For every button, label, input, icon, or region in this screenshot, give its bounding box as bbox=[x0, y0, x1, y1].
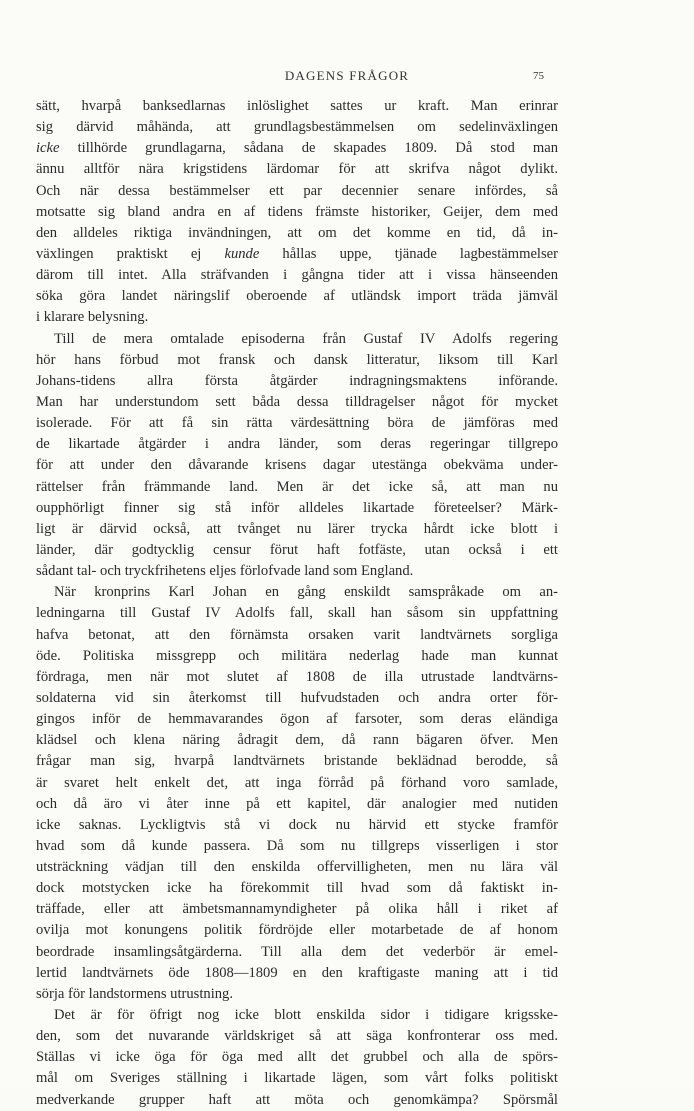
text-line: Ställas vi icke öga för öga med allt det grubbel och alla de spörs- bbox=[36, 1049, 558, 1066]
text-line: oupphörligt finner sig stå inför alldeles likartade företeelser? Märk- bbox=[36, 499, 558, 516]
text-line: hvad som då kunde passera. Då som nu tillgreps visserligen i stor bbox=[36, 837, 558, 854]
text-line: träffade, eller att ämbetsmannamyndigheter på olika håll i riket af bbox=[36, 901, 558, 918]
text-line: ovilja mot konungens politik fördröjde eller motarbetade de af honom bbox=[36, 922, 558, 939]
text-line bbox=[36, 244, 558, 265]
page-header bbox=[0, 68, 694, 88]
text-line: icke saknas. Lyckligtvis stå vi dock nu härvid ett stycke framför bbox=[36, 816, 558, 833]
text-line: isolerade. För att få sin rätta värdesättning böra de jämföras med bbox=[36, 415, 558, 432]
text-line: frågar man sig, hvarpå landtvärnets bristande beklädnad berodde, så bbox=[36, 753, 558, 770]
text-line: den alldeles riktiga invändningen, att om det komme en tid, då in- bbox=[36, 224, 558, 241]
text-line: gingos inför de hemmavarandes ögon af farsoter, som deras eländiga bbox=[36, 711, 558, 728]
text-line: hör hans förbud mot fransk och dansk litteratur, liksom till Karl bbox=[36, 351, 558, 368]
emphasized-text: kunde bbox=[224, 245, 260, 262]
text-line: motsatte sig bland andra en af tidens främste historiker, Geijer, dem med bbox=[36, 203, 558, 220]
text-line: fördraga, men när mot slutet af 1808 de illa utrustade landtvärns- bbox=[36, 668, 558, 685]
text-line: soldaterna vid sin återkomst till hufvudstaden och andra orter för- bbox=[36, 689, 558, 706]
text-line: sådant tal- och tryckfrihetens eljes förlofvade land som England. bbox=[36, 563, 414, 580]
text-line: Man har understundom sett båda dessa tilldragelser något för mycket bbox=[36, 393, 558, 410]
text-line: söka göra landet näringslif oberoende af utländsk import träda jämväl bbox=[36, 288, 558, 305]
running-title: DAGENS FRÅGOR bbox=[284, 68, 410, 83]
text-line: för att under den dåvarande krisens dagar utestänga obekväma under- bbox=[36, 457, 558, 474]
text-line: öde. Politiska missgrepp och militära nederlag hade man kunnat bbox=[36, 647, 558, 664]
text-line: Johans-tidens allra första åtgärder indragningsmaktens införande. bbox=[36, 372, 558, 389]
text-line: är svaret helt enkelt det, att inga förråd på förhand voro samlade, bbox=[36, 774, 558, 791]
text-line: hafva betonat, att den förnämsta orsaken varit landtvärnets sorgliga bbox=[36, 626, 558, 643]
text-line: därom till intet. Alla sträfvanden i gångna tider att i vissa hänseenden bbox=[36, 267, 558, 284]
text-line: klädsel och klena näring ådragit dem, då rann bägaren öfver. Men bbox=[36, 732, 558, 749]
text-line: rättelser från främmande land. Men är det icke så, att man nu bbox=[36, 478, 558, 495]
text-line: utsträckning vädjan till den enskilda offervilligheten, men nu lära väl bbox=[36, 859, 558, 876]
text-segment: växlingen praktiskt ej bbox=[36, 245, 225, 262]
text-line: den, som det nuvarande världskriget så att säga konfronterar oss med. bbox=[36, 1028, 558, 1045]
text-line: beordrade insamlingsåtgärderna. Till alla dem det vederbör är emel- bbox=[36, 943, 558, 960]
text-line: Till de mera omtalade episoderna från Gustaf IV Adolfs regering bbox=[54, 330, 558, 347]
text-line: i klarare belysning. bbox=[36, 309, 149, 326]
text-line: Det är för öfrigt nog icke blott enskilda sidor i tidigare krigsske- bbox=[54, 1007, 558, 1024]
text-line: mål om Sveriges ställning i likartade lägen, som vårt folks politiskt bbox=[36, 1070, 558, 1087]
text-line: de likartade åtgärder i andra länder, som deras regeringar tillgrepo bbox=[36, 436, 558, 453]
text-line: ännu alltför nära krigstidens lärdomar för att skrifva något dylikt. bbox=[36, 161, 558, 178]
text-line: När kronprins Karl Johan en gång enskildt samspråkade om an- bbox=[54, 584, 558, 601]
text-line: lertid landtvärnets öde 1808—1809 en den kraftigaste maning att i tid bbox=[36, 964, 558, 981]
text-line: Och när dessa bestämmelser ett par decennier senare infördes, så bbox=[36, 182, 558, 199]
text-line: ledningarna till Gustaf IV Adolfs fall, skall han såsom sin uppfattning bbox=[36, 605, 558, 622]
text-line: sig därvid måhända, att grundlagsbestämmelsen om sedelinväxlingen bbox=[36, 119, 558, 136]
text-line: länder, där godtycklig censur förut haft fotfäste, utan också i ett bbox=[36, 541, 558, 558]
text-line: sätt, hvarpå banksedlarnas inlöslighet sattes ur kraft. Man erinrar bbox=[36, 98, 558, 114]
body-text bbox=[36, 96, 558, 1111]
text-segment: hållas uppe, tjänade lagbestämmelser bbox=[259, 245, 558, 262]
text-line: och då äro vi åter inne på ett kapitel, där analogier med nutiden bbox=[36, 795, 558, 812]
emphasized-text: icke bbox=[36, 140, 60, 157]
text-segment: tillhörde grundlagarna, sådana de skapades 1809. Då stod man bbox=[59, 140, 558, 157]
text-line: sörja för landstormens utrustning. bbox=[36, 985, 233, 1002]
text-line bbox=[36, 138, 558, 159]
text-line: medverkande grupper haft att möta och genomkämpa? Spörsmål bbox=[36, 1091, 558, 1108]
text-line: dock motstycken icke ha förekommit till hvad som då faktiskt in- bbox=[36, 880, 558, 897]
text-line: ligt är därvid också, att tvånget nu lärer trycka hårdt icke blott i bbox=[36, 520, 558, 537]
page-number: 75 bbox=[533, 70, 544, 82]
